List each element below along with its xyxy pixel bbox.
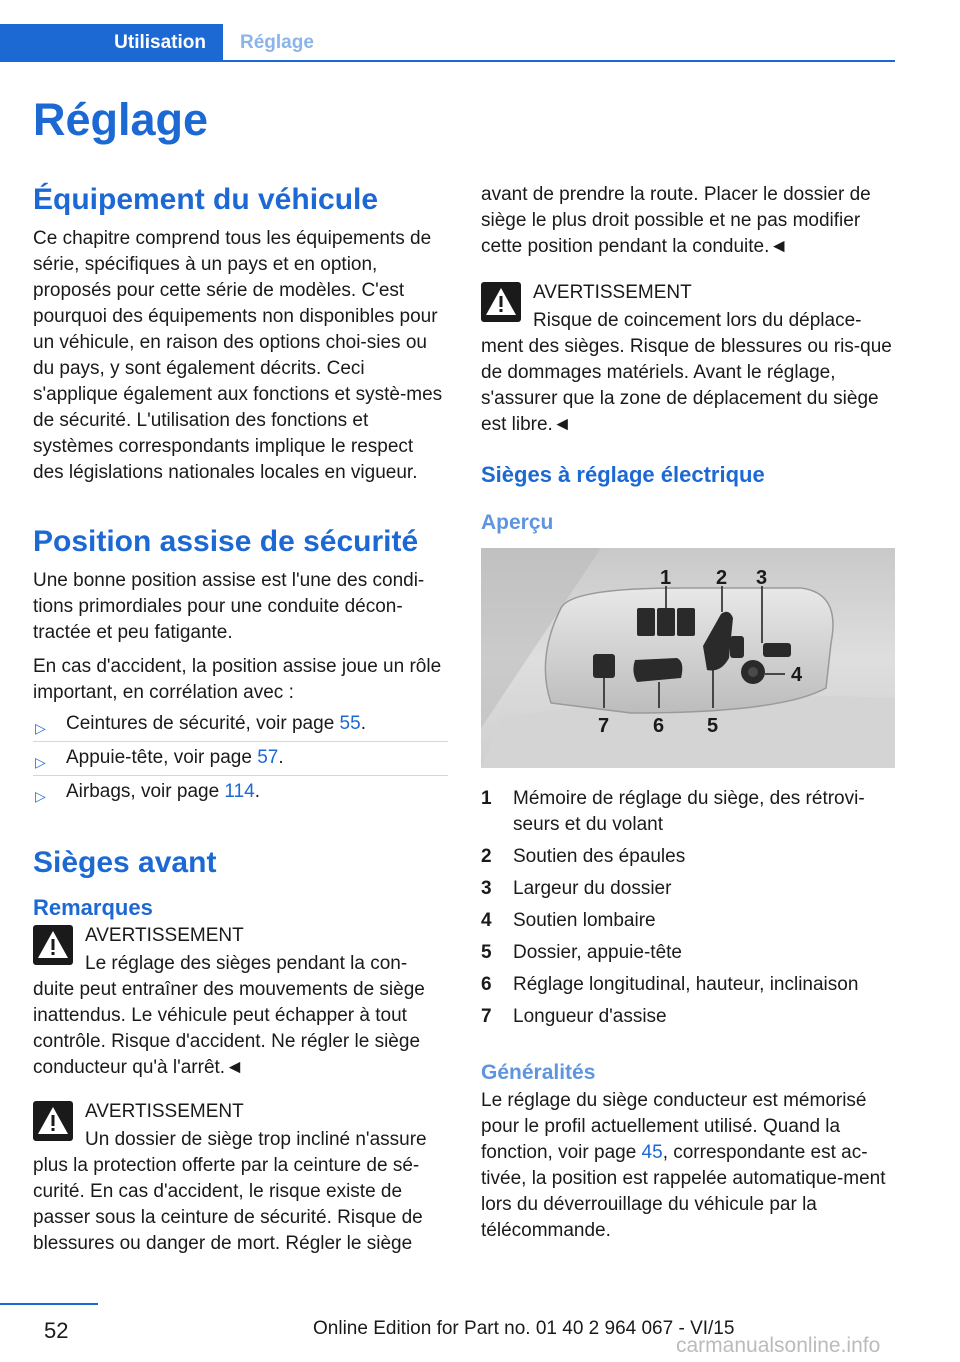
page-link-45[interactable]: 45 bbox=[641, 1142, 663, 1163]
right-column bbox=[481, 182, 896, 1252]
warning-heading: AVERTISSEMENT bbox=[533, 282, 692, 303]
page-header bbox=[0, 24, 895, 62]
legend-number: 7 bbox=[481, 1006, 492, 1027]
section-title-position: Position assise de sécurité bbox=[33, 525, 419, 558]
warning-text-rest: plus la protection offerte par la ceinture de sé-curité. En cas d'accident, le risque existe de passer sous la ceinture de sécurité. Risque de blessures ou danger de mort. Régler le siège bbox=[33, 1155, 423, 1254]
legend-item bbox=[481, 786, 896, 838]
warning-text-first-line: Un dossier de siège trop incliné n'assure bbox=[85, 1129, 427, 1150]
footer-rule bbox=[0, 1303, 98, 1305]
legend-text: Mémoire de réglage du siège, des rétrovi-seurs et du volant bbox=[513, 788, 865, 835]
warning-heading: AVERTISSEMENT bbox=[85, 1101, 244, 1122]
callout-label-6: 6 bbox=[653, 715, 665, 737]
triangle-bullet-icon: ▷ bbox=[35, 788, 46, 804]
warning-block bbox=[33, 923, 448, 1081]
left-column bbox=[33, 180, 448, 1267]
list-item bbox=[33, 776, 448, 809]
section-text-equipement: Ce chapitre comprend tous les équipements de série, spécifiques à un pays et en option, proposés pour cette série de modèles. C'est pourquoi des équipements non disponibles pour un véhicule, en raison des options choi-sies ou du pays, y sont également décrits. Ceci s'applique également aux fonctions et systè-mes de sécurité. L'utilisation des fonctions et systèmes correspondants implique le respect des législations nationales locales en vigueur. bbox=[33, 228, 443, 483]
page-link-55[interactable]: 55 bbox=[339, 713, 361, 734]
triangle-bullet-icon: ▷ bbox=[35, 754, 46, 770]
seat-controls-illustration bbox=[481, 548, 895, 768]
legend-item bbox=[481, 844, 896, 870]
list-item-end: . bbox=[278, 747, 284, 768]
legend-text: Soutien des épaules bbox=[513, 846, 686, 867]
legend-number: 2 bbox=[481, 846, 492, 867]
callout-label-1: 1 bbox=[660, 567, 672, 589]
page-link-57[interactable]: 57 bbox=[257, 747, 279, 768]
position-paragraph-2: En cas d'accident, la position assise joue un rôle important, en corrélation avec : bbox=[33, 656, 442, 703]
subsection-title-apercu: Aperçu bbox=[481, 511, 554, 534]
continued-text: avant de prendre la route. Placer le dossier de siège le plus droit possible et ne pas modifier cette position pendant la conduite.◄ bbox=[481, 184, 871, 257]
warning-triangle-icon bbox=[33, 925, 73, 965]
legend-text: Largeur du dossier bbox=[513, 878, 672, 899]
header-tab-utilisation[interactable]: Utilisation bbox=[0, 24, 223, 62]
legend-item bbox=[481, 1004, 896, 1030]
legend-text: Réglage longitudinal, hauteur, inclinaison bbox=[513, 974, 859, 995]
list-item bbox=[33, 742, 448, 776]
warning-heading: AVERTISSEMENT bbox=[85, 925, 244, 946]
legend-number: 5 bbox=[481, 942, 492, 963]
legend-number: 1 bbox=[481, 788, 492, 809]
warning-text-rest: ment des sièges. Risque de blessures ou ris-que de dommages matériels. Avant le réglage, s'assurer que la zone de déplacement du siège est libre.◄ bbox=[481, 336, 892, 435]
list-item-text: Ceintures de sécurité, voir page bbox=[66, 713, 340, 734]
header-tab-reglage[interactable]: Réglage bbox=[240, 32, 314, 53]
callout-label-5: 5 bbox=[707, 715, 719, 737]
subsection-title-remarques: Remarques bbox=[33, 895, 153, 920]
warning-text-first-line: Risque de coincement lors du déplace- bbox=[533, 310, 862, 331]
legend-number: 4 bbox=[481, 910, 492, 931]
legend-number: 3 bbox=[481, 878, 492, 899]
warning-triangle-icon bbox=[33, 1101, 73, 1141]
section-title-equipement: Équipement du véhicule bbox=[33, 183, 379, 216]
legend-list bbox=[481, 786, 896, 1030]
generalites-text-a: Le réglage du siège conducteur est mémorisé pour le profil actuellement utilisé. Quand la fonction, voir page bbox=[481, 1090, 867, 1163]
legend-text: Longueur d'assise bbox=[513, 1006, 667, 1027]
list-item-text: Appuie-tête, voir page bbox=[66, 747, 258, 768]
warning-text bbox=[481, 308, 896, 438]
legend-item bbox=[481, 940, 896, 966]
callout-label-7: 7 bbox=[598, 715, 610, 737]
warning-block bbox=[481, 280, 896, 438]
callout-label-3: 3 bbox=[756, 567, 768, 589]
section-title-sieges-electrique: Sièges à réglage électrique bbox=[481, 462, 765, 487]
subsection-title-generalites: Généralités bbox=[481, 1061, 596, 1084]
position-paragraph-1: Une bonne position assise est l'une des condi-tions primordiales pour une conduite décon-tractée et peu fatigante. bbox=[33, 570, 425, 643]
legend-item bbox=[481, 908, 896, 934]
legend-text: Dossier, appuie-tête bbox=[513, 942, 682, 963]
warning-triangle-icon bbox=[481, 282, 521, 322]
warning-block bbox=[33, 1099, 448, 1257]
list-item-end: . bbox=[360, 713, 366, 734]
legend-number: 6 bbox=[481, 974, 492, 995]
warning-text-rest: duite peut entraîner des mouvements de siège inattendus. Le véhicule peut échapper à tout contrôle. Risque d'accident. Ne régler le siège conducteur qu'à l'arrêt.◄ bbox=[33, 979, 425, 1078]
legend-item bbox=[481, 972, 896, 998]
callout-label-2: 2 bbox=[716, 567, 728, 589]
triangle-bullet-icon: ▷ bbox=[35, 720, 46, 736]
page-number: 52 bbox=[44, 1318, 69, 1343]
warning-text bbox=[33, 951, 448, 1081]
list-item-end: . bbox=[254, 781, 260, 802]
bullet-list bbox=[33, 708, 448, 809]
legend-text: Soutien lombaire bbox=[513, 910, 656, 931]
generalites-text-b: , correspondante est ac-tivée, la position est rappelée automatique-ment lors du déverrouillage du véhicule par la télécommande. bbox=[481, 1142, 886, 1241]
callout-label-4: 4 bbox=[791, 664, 803, 686]
watermark: carmanualsonline.info bbox=[676, 1334, 881, 1357]
list-item-text: Airbags, voir page bbox=[66, 781, 225, 802]
generalites-text bbox=[481, 1088, 896, 1244]
warning-text-first-line: Le réglage des sièges pendant la con- bbox=[85, 953, 408, 974]
page-link-114[interactable]: 114 bbox=[224, 781, 255, 802]
edition-note: Online Edition for Part no. 01 40 2 964 067 - VI/15 bbox=[313, 1318, 735, 1339]
list-item bbox=[33, 708, 448, 742]
page-title: Réglage bbox=[33, 94, 209, 145]
header-rule bbox=[223, 60, 895, 62]
warning-text bbox=[33, 1127, 448, 1257]
legend-item bbox=[481, 876, 896, 902]
section-title-sieges-avant: Sièges avant bbox=[33, 846, 217, 879]
